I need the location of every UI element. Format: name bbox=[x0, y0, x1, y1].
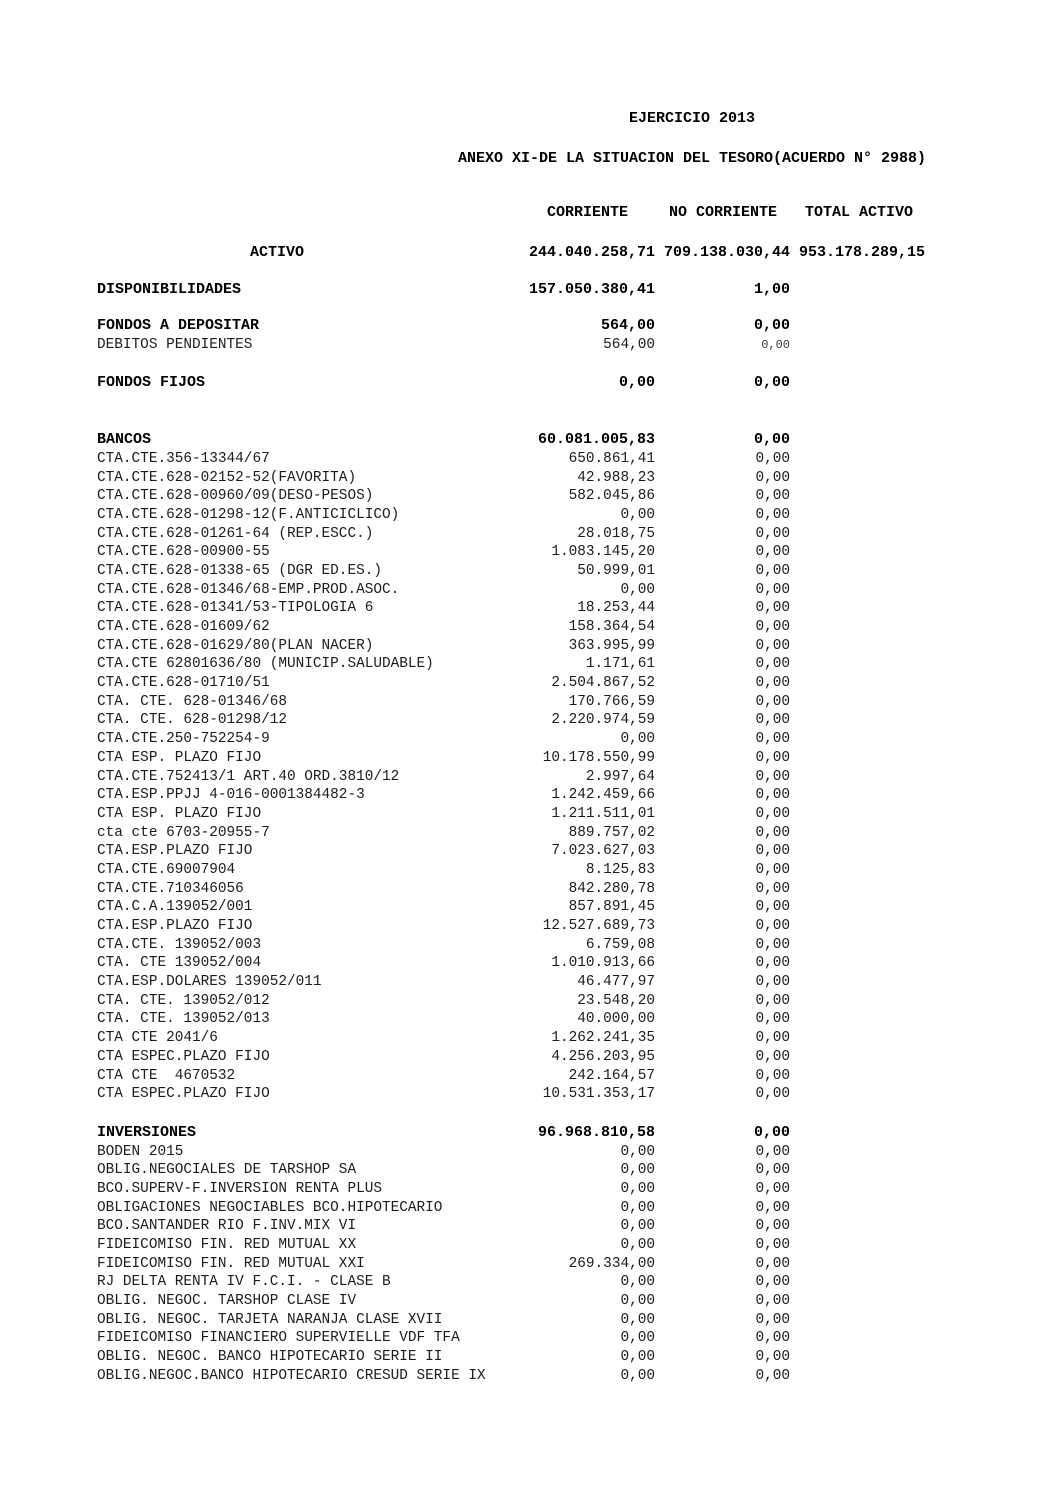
activo-corriente-value: 244.040.258,71 bbox=[528, 243, 655, 261]
account-no-corriente-value: 0,00 bbox=[755, 1218, 790, 1235]
account-row bbox=[0, 1311, 1058, 1330]
section-fondos-a-depositar bbox=[0, 317, 1058, 354]
account-row bbox=[0, 768, 1058, 787]
report-sections bbox=[0, 281, 1058, 1385]
account-no-corriente-value: 0,00 bbox=[755, 1237, 790, 1253]
account-row bbox=[0, 973, 1058, 992]
account-row bbox=[0, 655, 1058, 674]
account-no-corriente-value: 0,00 bbox=[755, 843, 790, 860]
account-label: FIDEICOMISO FIN. RED MUTUAL XX bbox=[97, 1237, 357, 1253]
account-corriente-value: 0,00 bbox=[620, 581, 655, 598]
column-header-no-corriente: NO CORRIENTE bbox=[668, 204, 777, 221]
account-no-corriente-value: 0,00 bbox=[755, 675, 790, 692]
account-label: OBLIG. NEGOC. BANCO HIPOTECARIO SERIE II bbox=[97, 1349, 443, 1366]
section-corriente-value: 157.050.380,41 bbox=[528, 281, 655, 299]
account-row bbox=[0, 1217, 1058, 1236]
account-no-corriente-value: 0,00 bbox=[755, 1162, 790, 1179]
account-corriente-value: 170.766,59 bbox=[568, 693, 655, 710]
section-no-corriente-value: 0,00 bbox=[753, 374, 790, 392]
activo-total-row bbox=[0, 244, 1058, 263]
account-corriente-value: 0,00 bbox=[620, 1367, 655, 1384]
section-no-corriente-value: 0,00 bbox=[753, 431, 790, 449]
section-header-row bbox=[0, 431, 1058, 450]
account-label: CTA.CTE.628-00900-55 bbox=[97, 544, 270, 561]
account-no-corriente-value: 0,00 bbox=[755, 1330, 790, 1347]
account-row bbox=[0, 861, 1058, 880]
account-row bbox=[0, 880, 1058, 899]
account-label: CTA ESP. PLAZO FIJO bbox=[97, 805, 262, 822]
account-no-corriente-value: 0,00 bbox=[755, 955, 790, 972]
account-no-corriente-value: 0,00 bbox=[755, 600, 790, 617]
account-row bbox=[0, 1029, 1058, 1048]
account-corriente-value: 0,00 bbox=[620, 1349, 655, 1366]
account-corriente-value: 0,00 bbox=[620, 1311, 655, 1328]
account-corriente-value: 40.000,00 bbox=[577, 1011, 655, 1028]
account-no-corriente-value: 0,00 bbox=[755, 1367, 790, 1384]
account-row bbox=[0, 693, 1058, 712]
account-label: CTA CTE 2041/6 bbox=[97, 1030, 218, 1047]
account-no-corriente-value: 0,00 bbox=[755, 861, 790, 878]
account-no-corriente-value: 0,00 bbox=[755, 974, 790, 991]
account-corriente-value: 6.759,08 bbox=[585, 936, 655, 953]
account-label: DEBITOS PENDIENTES bbox=[97, 336, 253, 353]
account-no-corriente-value: 0,00 bbox=[755, 918, 790, 934]
account-label: CTA.C.A.139052/001 bbox=[97, 899, 253, 916]
account-row bbox=[0, 1180, 1058, 1199]
account-corriente-value: 8.125,83 bbox=[585, 861, 655, 878]
account-row bbox=[0, 637, 1058, 656]
account-no-corriente-value: 0,00 bbox=[755, 637, 790, 654]
account-label: CTA.ESP.PLAZO FIJO bbox=[97, 843, 253, 860]
column-header-total-activo: TOTAL ACTIVO bbox=[804, 204, 913, 221]
account-row bbox=[0, 936, 1058, 955]
account-corriente-value: 7.023.627,03 bbox=[551, 843, 655, 860]
account-label: CTA CTE 4670532 bbox=[97, 1067, 236, 1084]
account-corriente-value: 2.220.974,59 bbox=[551, 712, 655, 729]
account-label: FIDEICOMISO FINANCIERO SUPERVIELLE VDF TFA bbox=[97, 1330, 460, 1347]
account-row bbox=[0, 917, 1058, 936]
account-corriente-value: 0,00 bbox=[620, 1180, 655, 1197]
account-corriente-value: 0,00 bbox=[620, 1199, 655, 1216]
account-row bbox=[0, 674, 1058, 693]
account-no-corriente-value: 0,00 bbox=[755, 1048, 790, 1065]
account-no-corriente-value: 0,00 bbox=[755, 1143, 790, 1160]
account-no-corriente-value: 0,00 bbox=[755, 1067, 790, 1084]
account-row bbox=[0, 711, 1058, 730]
account-no-corriente-value: 0,00 bbox=[755, 693, 790, 710]
account-row bbox=[0, 1199, 1058, 1218]
account-corriente-value: 46.477,97 bbox=[577, 974, 655, 991]
account-no-corriente-value: 0,00 bbox=[755, 731, 790, 748]
account-no-corriente-value: 0,00 bbox=[755, 1293, 790, 1310]
account-no-corriente-value: 0,00 bbox=[755, 1011, 790, 1028]
account-label: CTA. CTE 139052/004 bbox=[97, 955, 262, 972]
account-no-corriente-value: 0,00 bbox=[761, 337, 790, 352]
account-label: CTA.CTE.628-01261-64 (REP.ESCC.) bbox=[97, 525, 374, 542]
account-corriente-value: 582.045,86 bbox=[568, 488, 655, 505]
account-no-corriente-value: 0,00 bbox=[755, 469, 790, 486]
account-no-corriente-value: 0,00 bbox=[755, 936, 790, 953]
account-label: CTA.CTE 62801636/80 (MUNICIP.SALUDABLE) bbox=[97, 656, 434, 673]
account-label: RJ DELTA RENTA IV F.C.I. - CLASE B bbox=[97, 1274, 391, 1291]
account-label: CTA. CTE. 139052/012 bbox=[97, 992, 270, 1009]
account-corriente-value: 10.531.353,17 bbox=[542, 1086, 655, 1103]
account-label: CTA.CTE.628-01341/53-TIPOLOGIA 6 bbox=[97, 600, 374, 617]
account-label: OBLIG.NEGOC.BANCO HIPOTECARIO CRESUD SERIE IX bbox=[97, 1367, 486, 1384]
section-label: FONDOS FIJOS bbox=[97, 374, 206, 392]
activo-label: ACTIVO bbox=[250, 243, 305, 261]
account-corriente-value: 1.211.511,01 bbox=[551, 805, 655, 822]
report-annex-title: ANEXO XI-DE LA SITUACION DEL TESORO(ACUERDO N° 2988) bbox=[457, 150, 927, 167]
account-corriente-value: 158.364,54 bbox=[568, 619, 655, 635]
account-corriente-value: 1.262.241,35 bbox=[551, 1030, 655, 1047]
account-no-corriente-value: 0,00 bbox=[755, 544, 790, 561]
account-row bbox=[0, 581, 1058, 600]
account-row bbox=[0, 336, 1058, 355]
account-no-corriente-value: 0,00 bbox=[755, 562, 790, 579]
account-label: CTA.ESP.PLAZO FIJO bbox=[97, 918, 253, 934]
report-year-title: EJERCICIO 2013 bbox=[628, 110, 756, 127]
account-label: BODEN 2015 bbox=[97, 1143, 184, 1160]
account-label: CTA ESPEC.PLAZO FIJO bbox=[97, 1048, 270, 1065]
account-row bbox=[0, 1348, 1058, 1367]
account-corriente-value: 0,00 bbox=[620, 1143, 655, 1160]
account-label: CTA.CTE.628-02152-52(FAVORITA) bbox=[97, 469, 357, 486]
report-titles bbox=[326, 109, 1058, 168]
account-label: OBLIG.NEGOCIALES DE TARSHOP SA bbox=[97, 1162, 357, 1179]
account-no-corriente-value: 0,00 bbox=[755, 824, 790, 841]
account-corriente-value: 28.018,75 bbox=[577, 525, 655, 542]
account-label: cta cte 6703-20955-7 bbox=[97, 824, 270, 841]
account-label: CTA.ESP.PPJJ 4-016-0001384482-3 bbox=[97, 787, 365, 804]
account-no-corriente-value: 0,00 bbox=[755, 787, 790, 804]
account-row bbox=[0, 805, 1058, 824]
activo-no-corriente-value: 709.138.030,44 bbox=[663, 243, 790, 261]
section-label: DISPONIBILIDADES bbox=[97, 281, 242, 299]
account-corriente-value: 0,00 bbox=[620, 1330, 655, 1347]
account-label: CTA.CTE.628-01609/62 bbox=[97, 619, 270, 635]
account-corriente-value: 18.253,44 bbox=[577, 600, 655, 617]
account-corriente-value: 0,00 bbox=[620, 1293, 655, 1310]
account-row bbox=[0, 543, 1058, 562]
account-no-corriente-value: 0,00 bbox=[755, 749, 790, 766]
account-label: CTA.ESP.DOLARES 139052/011 bbox=[97, 974, 322, 991]
section-no-corriente-value: 0,00 bbox=[753, 1123, 790, 1141]
account-label: CTA. CTE. 628-01298/12 bbox=[97, 712, 287, 729]
account-no-corriente-value: 0,00 bbox=[755, 488, 790, 505]
account-corriente-value: 0,00 bbox=[620, 1218, 655, 1235]
account-corriente-value: 1.242.459,66 bbox=[551, 787, 655, 804]
account-row bbox=[0, 618, 1058, 637]
account-no-corriente-value: 0,00 bbox=[755, 992, 790, 1009]
column-header-corriente: CORRIENTE bbox=[546, 204, 628, 221]
account-corriente-value: 650.861,41 bbox=[568, 450, 655, 467]
account-row bbox=[0, 506, 1058, 525]
account-row bbox=[0, 1273, 1058, 1292]
account-label: CTA.CTE.628-01629/80(PLAN NACER) bbox=[97, 637, 374, 654]
account-no-corriente-value: 0,00 bbox=[755, 1180, 790, 1197]
account-no-corriente-value: 0,00 bbox=[755, 1349, 790, 1366]
account-label: CTA.CTE. 139052/003 bbox=[97, 936, 262, 953]
account-corriente-value: 0,00 bbox=[620, 731, 655, 748]
section-header-row bbox=[0, 281, 1058, 300]
account-row bbox=[0, 1085, 1058, 1104]
account-corriente-value: 10.178.550,99 bbox=[542, 749, 655, 766]
account-corriente-value: 842.280,78 bbox=[568, 880, 655, 897]
account-row bbox=[0, 730, 1058, 749]
account-row bbox=[0, 824, 1058, 843]
account-row bbox=[0, 1236, 1058, 1255]
account-corriente-value: 0,00 bbox=[620, 1237, 655, 1253]
account-label: CTA.CTE.356-13344/67 bbox=[97, 450, 270, 467]
account-corriente-value: 363.995,99 bbox=[568, 637, 655, 654]
section-corriente-value: 564,00 bbox=[600, 317, 655, 335]
section-label: BANCOS bbox=[97, 431, 152, 449]
account-corriente-value: 2.997,64 bbox=[585, 768, 655, 785]
account-no-corriente-value: 0,00 bbox=[755, 619, 790, 635]
account-row bbox=[0, 1143, 1058, 1162]
account-row bbox=[0, 1010, 1058, 1029]
account-row bbox=[0, 1329, 1058, 1348]
account-row bbox=[0, 842, 1058, 861]
account-no-corriente-value: 0,00 bbox=[755, 1255, 790, 1272]
section-label: FONDOS A DEPOSITAR bbox=[97, 317, 260, 335]
section-corriente-value: 60.081.005,83 bbox=[537, 431, 655, 449]
account-corriente-value: 1.171,61 bbox=[585, 656, 655, 673]
account-no-corriente-value: 0,00 bbox=[755, 1311, 790, 1328]
section-no-corriente-value: 1,00 bbox=[753, 281, 790, 299]
account-row bbox=[0, 992, 1058, 1011]
column-headers-row bbox=[0, 204, 1058, 223]
account-no-corriente-value: 0,00 bbox=[755, 880, 790, 897]
account-corriente-value: 564,00 bbox=[603, 336, 655, 353]
section-label: INVERSIONES bbox=[97, 1123, 197, 1141]
account-no-corriente-value: 0,00 bbox=[755, 1199, 790, 1216]
account-corriente-value: 23.548,20 bbox=[577, 992, 655, 1009]
account-corriente-value: 857.891,45 bbox=[568, 899, 655, 916]
section-header-row bbox=[0, 374, 1058, 393]
account-row bbox=[0, 562, 1058, 581]
account-row bbox=[0, 786, 1058, 805]
account-row bbox=[0, 1292, 1058, 1311]
account-label: CTA.CTE.628-00960/09(DESO-PESOS) bbox=[97, 488, 374, 505]
account-no-corriente-value: 0,00 bbox=[755, 1274, 790, 1291]
account-label: CTA. CTE. 139052/013 bbox=[97, 1011, 270, 1028]
account-row bbox=[0, 1048, 1058, 1067]
account-label: CTA ESPEC.PLAZO FIJO bbox=[97, 1086, 270, 1103]
account-row bbox=[0, 1067, 1058, 1086]
section-bancos bbox=[0, 431, 1058, 1104]
account-no-corriente-value: 0,00 bbox=[755, 899, 790, 916]
account-label: BCO.SUPERV-F.INVERSION RENTA PLUS bbox=[97, 1180, 382, 1197]
account-corriente-value: 12.527.689,73 bbox=[542, 918, 655, 934]
account-label: CTA.CTE.710346056 bbox=[97, 880, 244, 897]
account-row bbox=[0, 1367, 1058, 1386]
account-row bbox=[0, 1161, 1058, 1180]
account-row bbox=[0, 898, 1058, 917]
account-row bbox=[0, 1255, 1058, 1274]
account-corriente-value: 269.334,00 bbox=[568, 1255, 655, 1272]
account-no-corriente-value: 0,00 bbox=[755, 1086, 790, 1103]
account-corriente-value: 1.083.145,20 bbox=[551, 544, 655, 561]
section-disponibilidades bbox=[0, 281, 1058, 300]
account-label: CTA.CTE.628-01298-12(F.ANTICICLICO) bbox=[97, 506, 400, 523]
account-label: CTA.CTE.628-01710/51 bbox=[97, 675, 270, 692]
section-corriente-value: 0,00 bbox=[618, 374, 655, 392]
account-no-corriente-value: 0,00 bbox=[755, 1030, 790, 1047]
account-corriente-value: 0,00 bbox=[620, 506, 655, 523]
account-row bbox=[0, 525, 1058, 544]
account-row bbox=[0, 749, 1058, 768]
section-fondos-fijos bbox=[0, 374, 1058, 393]
account-label: FIDEICOMISO FIN. RED MUTUAL XXI bbox=[97, 1255, 365, 1272]
account-corriente-value: 42.988,23 bbox=[577, 469, 655, 486]
account-label: CTA.CTE.628-01338-65 (DGR ED.ES.) bbox=[97, 562, 382, 579]
account-corriente-value: 889.757,02 bbox=[568, 824, 655, 841]
account-corriente-value: 4.256.203,95 bbox=[551, 1048, 655, 1065]
activo-total-value: 953.178.289,15 bbox=[798, 243, 925, 261]
account-corriente-value: 0,00 bbox=[620, 1274, 655, 1291]
section-header-row bbox=[0, 317, 1058, 336]
account-no-corriente-value: 0,00 bbox=[755, 656, 790, 673]
account-label: CTA.CTE.250-752254-9 bbox=[97, 731, 270, 748]
account-no-corriente-value: 0,00 bbox=[755, 712, 790, 729]
account-label: BCO.SANTANDER RIO F.INV.MIX VI bbox=[97, 1218, 357, 1235]
account-label: OBLIG. NEGOC. TARJETA NARANJA CLASE XVII bbox=[97, 1311, 443, 1328]
account-no-corriente-value: 0,00 bbox=[755, 805, 790, 822]
section-no-corriente-value: 0,00 bbox=[753, 317, 790, 335]
account-label: CTA.CTE.752413/1 ART.40 ORD.3810/12 bbox=[97, 768, 400, 785]
account-corriente-value: 0,00 bbox=[620, 1162, 655, 1179]
section-inversiones bbox=[0, 1124, 1058, 1386]
section-corriente-value: 96.968.810,58 bbox=[537, 1123, 655, 1141]
account-label: CTA.CTE.69007904 bbox=[97, 861, 236, 878]
account-label: CTA.CTE.628-01346/68-EMP.PROD.ASOC. bbox=[97, 581, 400, 598]
account-corriente-value: 1.010.913,66 bbox=[551, 955, 655, 972]
account-row bbox=[0, 450, 1058, 469]
account-corriente-value: 2.504.867,52 bbox=[551, 675, 655, 692]
section-header-row bbox=[0, 1124, 1058, 1143]
account-label: OBLIG. NEGOC. TARSHOP CLASE IV bbox=[97, 1293, 357, 1310]
account-no-corriente-value: 0,00 bbox=[755, 581, 790, 598]
account-no-corriente-value: 0,00 bbox=[755, 525, 790, 542]
account-no-corriente-value: 0,00 bbox=[755, 506, 790, 523]
account-row bbox=[0, 487, 1058, 506]
account-row bbox=[0, 599, 1058, 618]
account-label: CTA. CTE. 628-01346/68 bbox=[97, 693, 287, 710]
account-label: CTA ESP. PLAZO FIJO bbox=[97, 749, 262, 766]
account-row bbox=[0, 469, 1058, 488]
account-no-corriente-value: 0,00 bbox=[755, 768, 790, 785]
account-corriente-value: 242.164,57 bbox=[568, 1067, 655, 1084]
account-label: OBLIGACIONES NEGOCIABLES BCO.HIPOTECARIO bbox=[97, 1199, 443, 1216]
account-no-corriente-value: 0,00 bbox=[755, 450, 790, 467]
account-row bbox=[0, 954, 1058, 973]
account-corriente-value: 50.999,01 bbox=[577, 562, 655, 579]
